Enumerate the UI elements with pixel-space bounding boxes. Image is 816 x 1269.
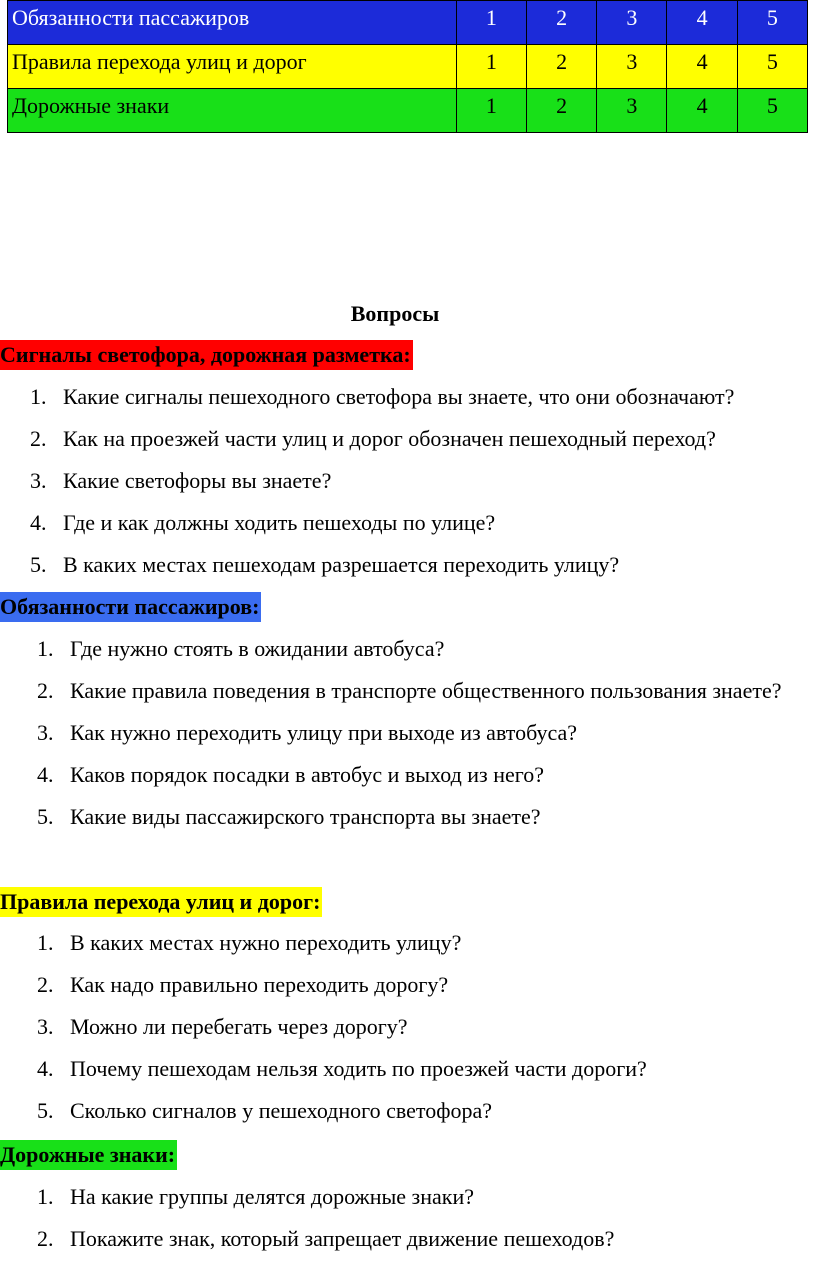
score-cell: 4 <box>667 1 737 45</box>
score-row-passenger-duties <box>8 1 808 45</box>
question-text: Где нужно стоять в ожидании автобуса? <box>70 636 445 661</box>
score-row-label: Правила перехода улиц и дорог <box>8 45 457 89</box>
question-text: В каких местах пешеходам разрешается переходить улицу? <box>63 552 620 577</box>
section-heading-passenger-duties: Обязанности пассажиров: <box>0 592 261 622</box>
question-number: 2. <box>37 678 54 703</box>
section-heading-traffic-lights: Сигналы светофора, дорожная разметка: <box>0 340 413 370</box>
question-text: Где и как должны ходить пешеходы по улице? <box>63 510 496 535</box>
question-text: Можно ли перебегать через дорогу? <box>70 1014 408 1039</box>
list-item <box>0 712 816 754</box>
question-number: 5. <box>37 1098 54 1123</box>
score-cell: 1 <box>456 89 526 133</box>
question-text: Каков порядок посадки в автобус и выход из него? <box>70 762 544 787</box>
list-item <box>0 1048 816 1090</box>
question-list-road-signs <box>0 1176 816 1260</box>
question-text: В каких местах нужно переходить улицу? <box>70 930 462 955</box>
score-cell: 1 <box>456 45 526 89</box>
question-list-traffic-lights <box>0 376 816 586</box>
question-text: Какие светофоры вы знаете? <box>63 468 332 493</box>
question-text: Как на проезжей части улиц и дорог обозначен пешеходный переход? <box>63 426 716 451</box>
question-text: Какие виды пассажирского транспорта вы знаете? <box>70 804 541 829</box>
question-text: Как надо правильно переходить дорогу? <box>70 972 449 997</box>
question-text: Как нужно переходить улицу при выходе из автобуса? <box>70 720 578 745</box>
score-cell: 4 <box>667 45 737 89</box>
question-number: 1. <box>37 636 54 661</box>
list-item <box>0 922 816 964</box>
list-item <box>0 544 816 586</box>
score-table <box>7 0 808 133</box>
score-cell: 3 <box>597 1 667 45</box>
list-item <box>0 628 816 670</box>
score-cell: 5 <box>737 45 807 89</box>
section-heading-road-signs: Дорожные знаки: <box>0 1140 177 1170</box>
question-number: 5. <box>37 804 54 829</box>
score-cell: 1 <box>456 1 526 45</box>
score-cell: 4 <box>667 89 737 133</box>
question-list-crossing-rules <box>0 922 816 1132</box>
question-number: 3. <box>37 1014 54 1039</box>
section-heading-crossing-rules: Правила перехода улиц и дорог: <box>0 887 322 917</box>
question-number: 2. <box>30 426 47 451</box>
question-number: 5. <box>30 552 47 577</box>
question-text: На какие группы делятся дорожные знаки? <box>70 1184 475 1209</box>
list-item <box>0 1006 816 1048</box>
list-item <box>0 460 816 502</box>
question-text: Покажите знак, который запрещает движение пешеходов? <box>70 1226 615 1251</box>
score-row-crossing-rules <box>8 45 808 89</box>
question-number: 3. <box>30 468 47 493</box>
question-text: Почему пешеходам нельзя ходить по проезжей части дороги? <box>70 1056 647 1081</box>
score-cell: 2 <box>527 45 597 89</box>
question-number: 1. <box>37 1184 54 1209</box>
score-cell: 3 <box>597 45 667 89</box>
list-item <box>0 418 816 460</box>
list-item <box>0 1218 816 1260</box>
question-text: Сколько сигналов у пешеходного светофора? <box>70 1098 493 1123</box>
question-number: 4. <box>30 510 47 535</box>
score-cell: 5 <box>737 89 807 133</box>
score-row-label: Дорожные знаки <box>8 89 457 133</box>
list-item <box>0 670 816 712</box>
score-cell: 3 <box>597 89 667 133</box>
list-item <box>0 1090 816 1132</box>
question-number: 1. <box>30 384 47 409</box>
question-number: 1. <box>37 930 54 955</box>
score-cell: 5 <box>737 1 807 45</box>
score-row-label: Обязанности пассажиров <box>8 1 457 45</box>
list-item <box>0 796 816 838</box>
question-text: Какие правила поведения в транспорте общественного пользования знаете? <box>70 678 782 703</box>
question-text: Какие сигналы пешеходного светофора вы знаете, что они обозначают? <box>63 384 735 409</box>
list-item <box>0 376 816 418</box>
score-row-road-signs <box>8 89 808 133</box>
question-number: 2. <box>37 972 54 997</box>
score-cell: 2 <box>527 89 597 133</box>
list-item <box>0 502 816 544</box>
question-list-passenger-duties <box>0 628 816 838</box>
list-item <box>0 964 816 1006</box>
question-number: 3. <box>37 720 54 745</box>
question-number: 4. <box>37 1056 54 1081</box>
score-cell: 2 <box>527 1 597 45</box>
list-item <box>0 754 816 796</box>
questions-title: Вопросы <box>350 301 440 326</box>
question-number: 4. <box>37 762 54 787</box>
question-number: 2. <box>37 1226 54 1251</box>
list-item <box>0 1176 816 1218</box>
